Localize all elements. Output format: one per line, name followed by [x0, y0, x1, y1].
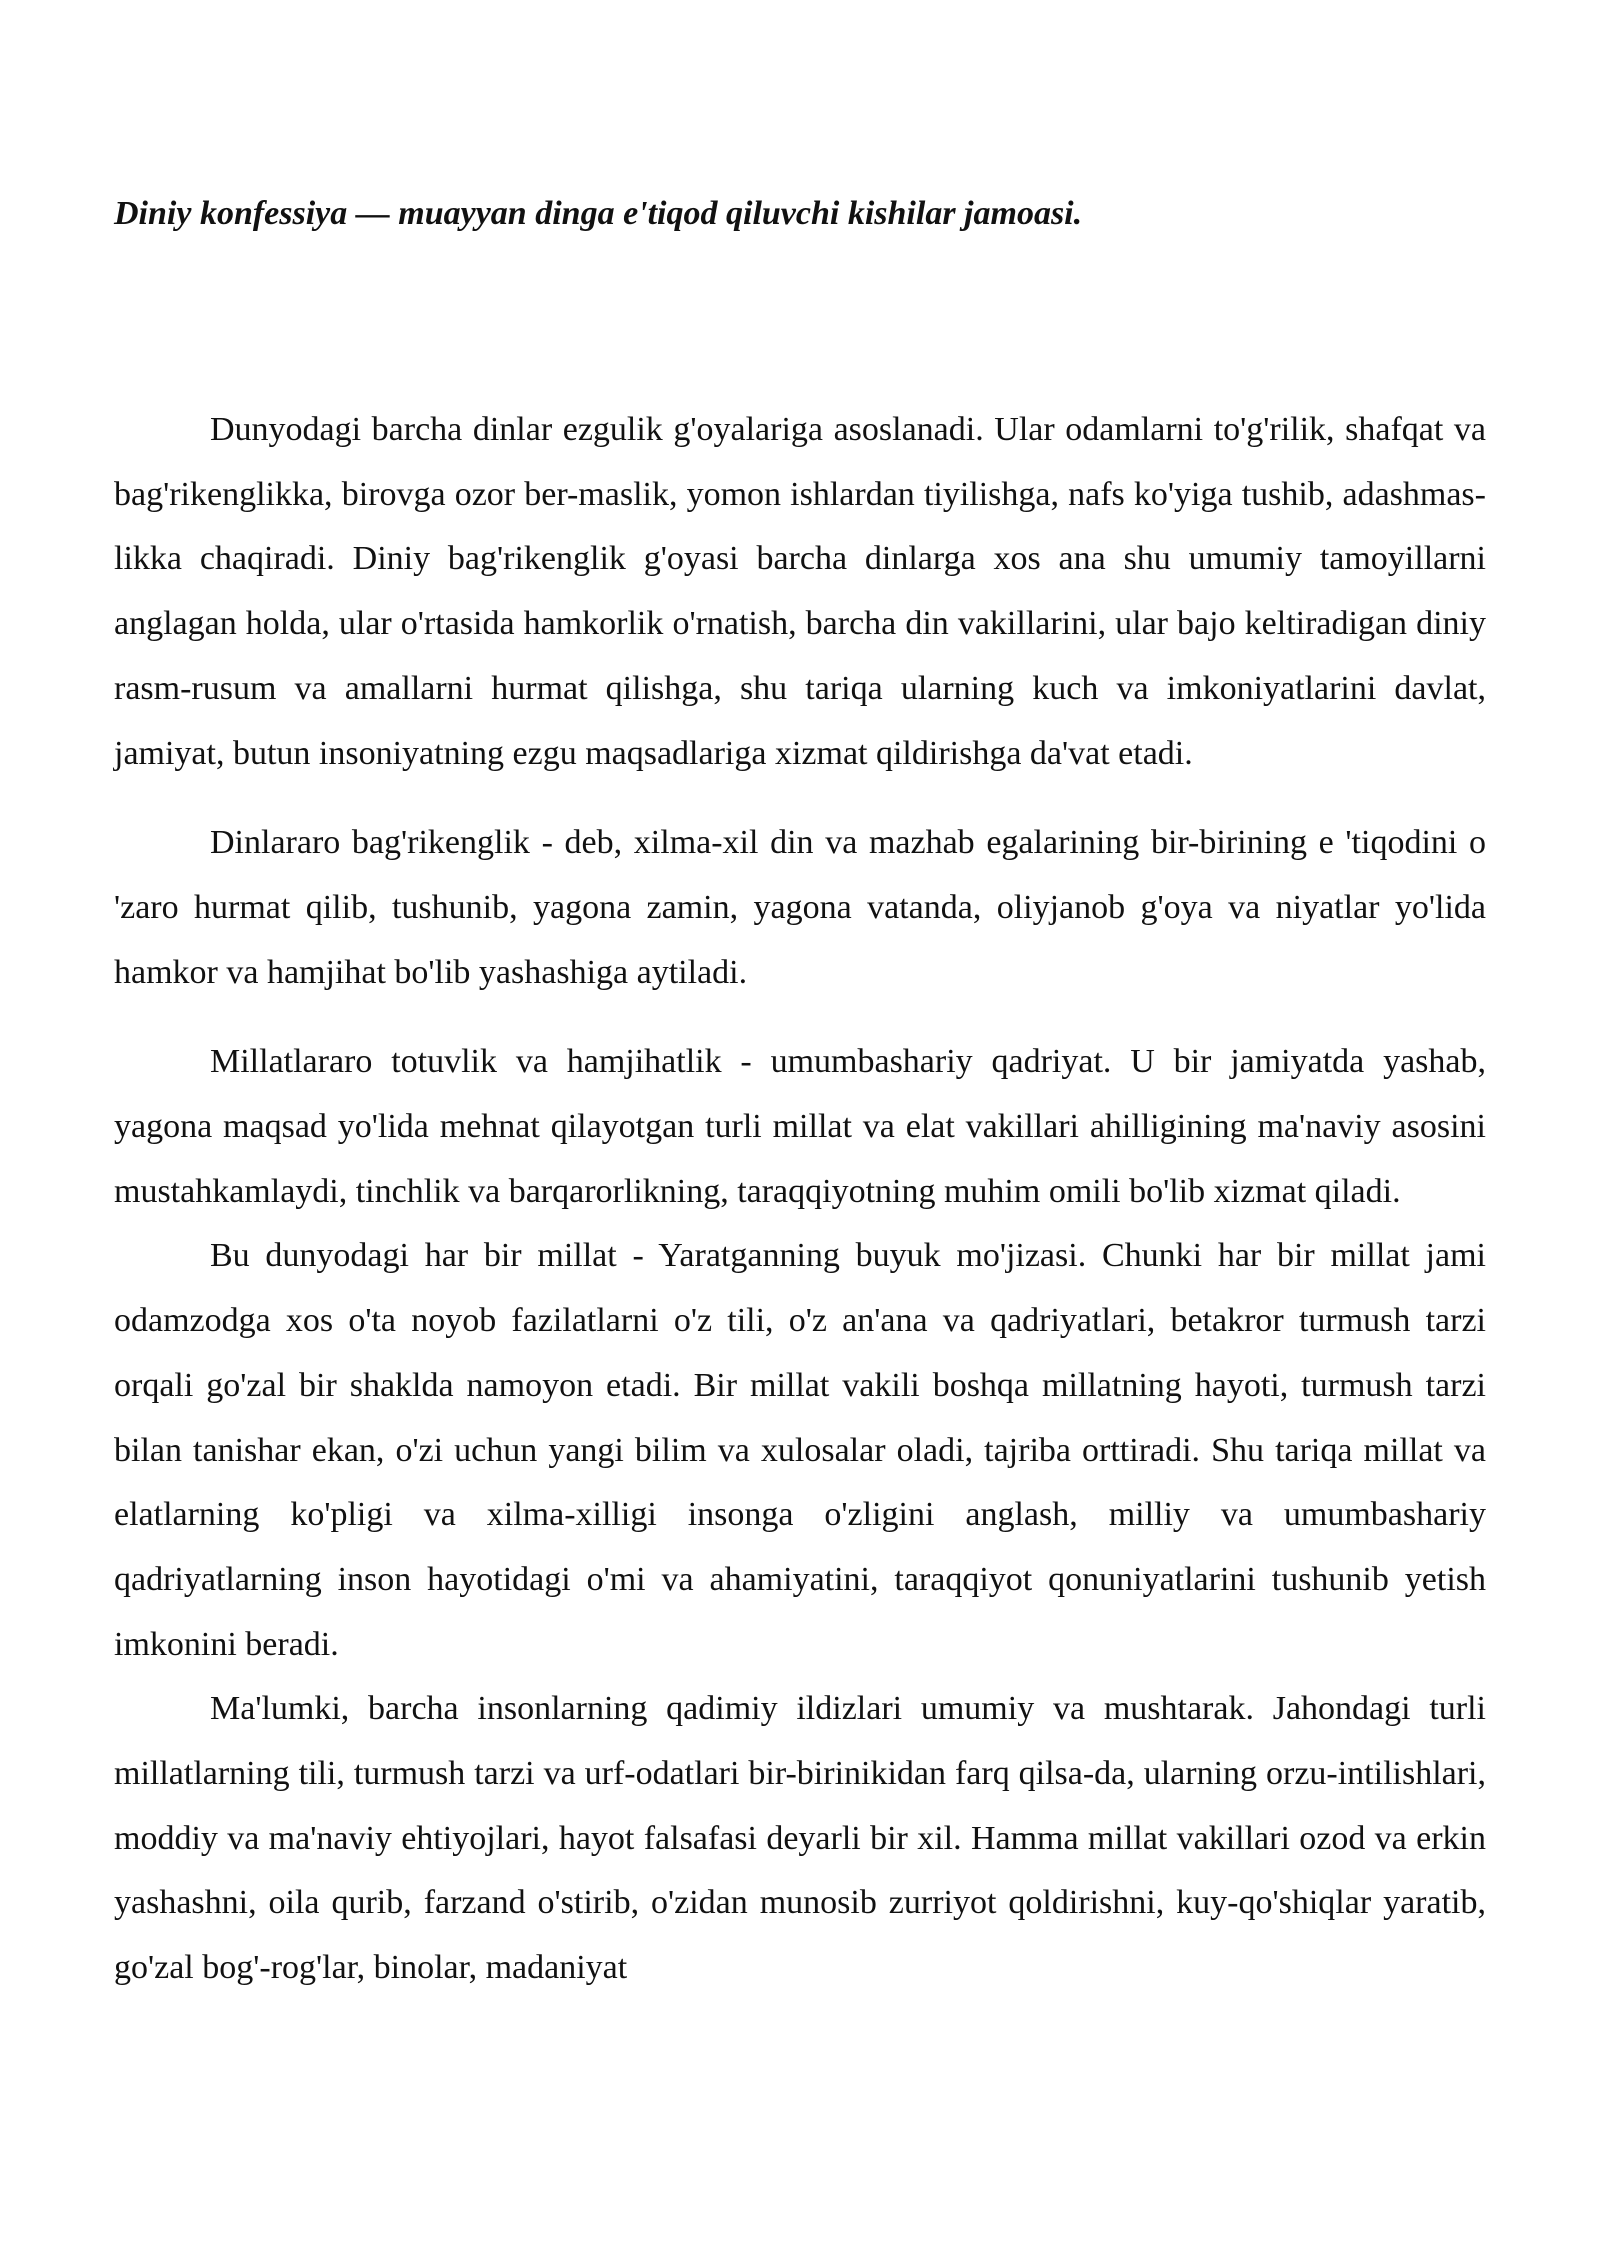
document-page: [114, 186, 1486, 2001]
paragraph-interfaith-tolerance: Dinlararo bag'rikenglik - deb, xilma-xil din va mazhab egalarining bir-birining e 'tiqodini o 'zaro hurmat qilib, tushunib, yagona zamin, yagona vatanda, oliyjanob g'oya va niyatlar yo'lida hamkor va hamjihat bo'lib yashashiga aytiladi.: [114, 824, 1486, 991]
paragraph-every-nation: Bu dunyodagi har bir millat - Yaratganning buyuk mo'jizasi. Chunki har bir millat jami odamzodga xos o'ta noyob fazilatlarni o'z tili, o'z an'ana va qadriyatlari, betakror turmush tarzi orqali go'zal bir shaklda namoyon etadi. Bir millat vakili boshqa millatning hayoti, turmush tarzi bilan tanishar ekan, o'zi uchun yangi bilim va xulosalar oladi, tajriba orttiradi. Shu tariqa millat va elatlarning ko'pligi va xilma-xilligi insonga o'zligini anglash, milliy va umumbashariy qadriyatlarning inson hayotidagi o'mi va ahamiyatini, taraqqiyot qonuniyatlarini tushunib yetish imkonini beradi.: [114, 1237, 1486, 1663]
paragraph-interethnic-harmony: Millatlararo totuvlik va hamjihatlik - umumbashariy qadriyat. U bir jamiyatda yashab, yagona maqsad yo'lida mehnat qilayotgan turli millat va elat vakillari ahilligining ma'naviy asosini mustahkamlaydi, tinchlik va barqarorlikning, taraqqiyotning muhim omili bo'lib xizmat qiladi.: [114, 1043, 1486, 1210]
paragraph-religions: Dunyodagi barcha dinlar ezgulik g'oyalariga asoslanadi. Ular odamlarni to'g'rilik, shafqat va bag'rikenglikka, birovga ozor ber-maslik, yomon ishlardan tiyilishga, nafs ko'yiga tushib, adashmas-likka chaqiradi. Diniy bag'rikenglik g'oyasi barcha dinlarga xos ana shu umumiy tamoyillarni anglagan holda, ular o'rtasida hamkorlik o'rnatish, barcha din vakillarini, ular bajo keltiradigan diniy rasm-rusum va amallarni hurmat qilishga, shu tariqa ularning kuch va imkoniyatlarini davlat, jamiyat, butun insoniyatning ezgu maqsadlariga xizmat qildirishga da'vat etadi.: [114, 411, 1486, 772]
definition-heading: Diniy konfessiya — muayyan dinga e'tiqod qiluvchi kishilar jamoasi.: [114, 195, 1083, 232]
body-text: [114, 398, 1486, 2001]
paragraph-common-roots: Ma'lumki, barcha insonlarning qadimiy ildizlari umumiy va mushtarak. Jahondagi turli millatlarning tili, turmush tarzi va urf-odatlari bir-birinikidan farq qilsa-da, ularning orzu-intilishlari, moddiy va ma'naviy ehtiyojlari, hayot falsafasi deyarli bir xil. Hamma millat vakillari ozod va erkin yashashni, oila qurib, farzand o'stirib, o'zidan munosib zurriyot qoldirishni, kuy-qo'shiqlar yaratib, go'zal bog'-rog'lar, binolar, madaniyat: [114, 1690, 1486, 1987]
